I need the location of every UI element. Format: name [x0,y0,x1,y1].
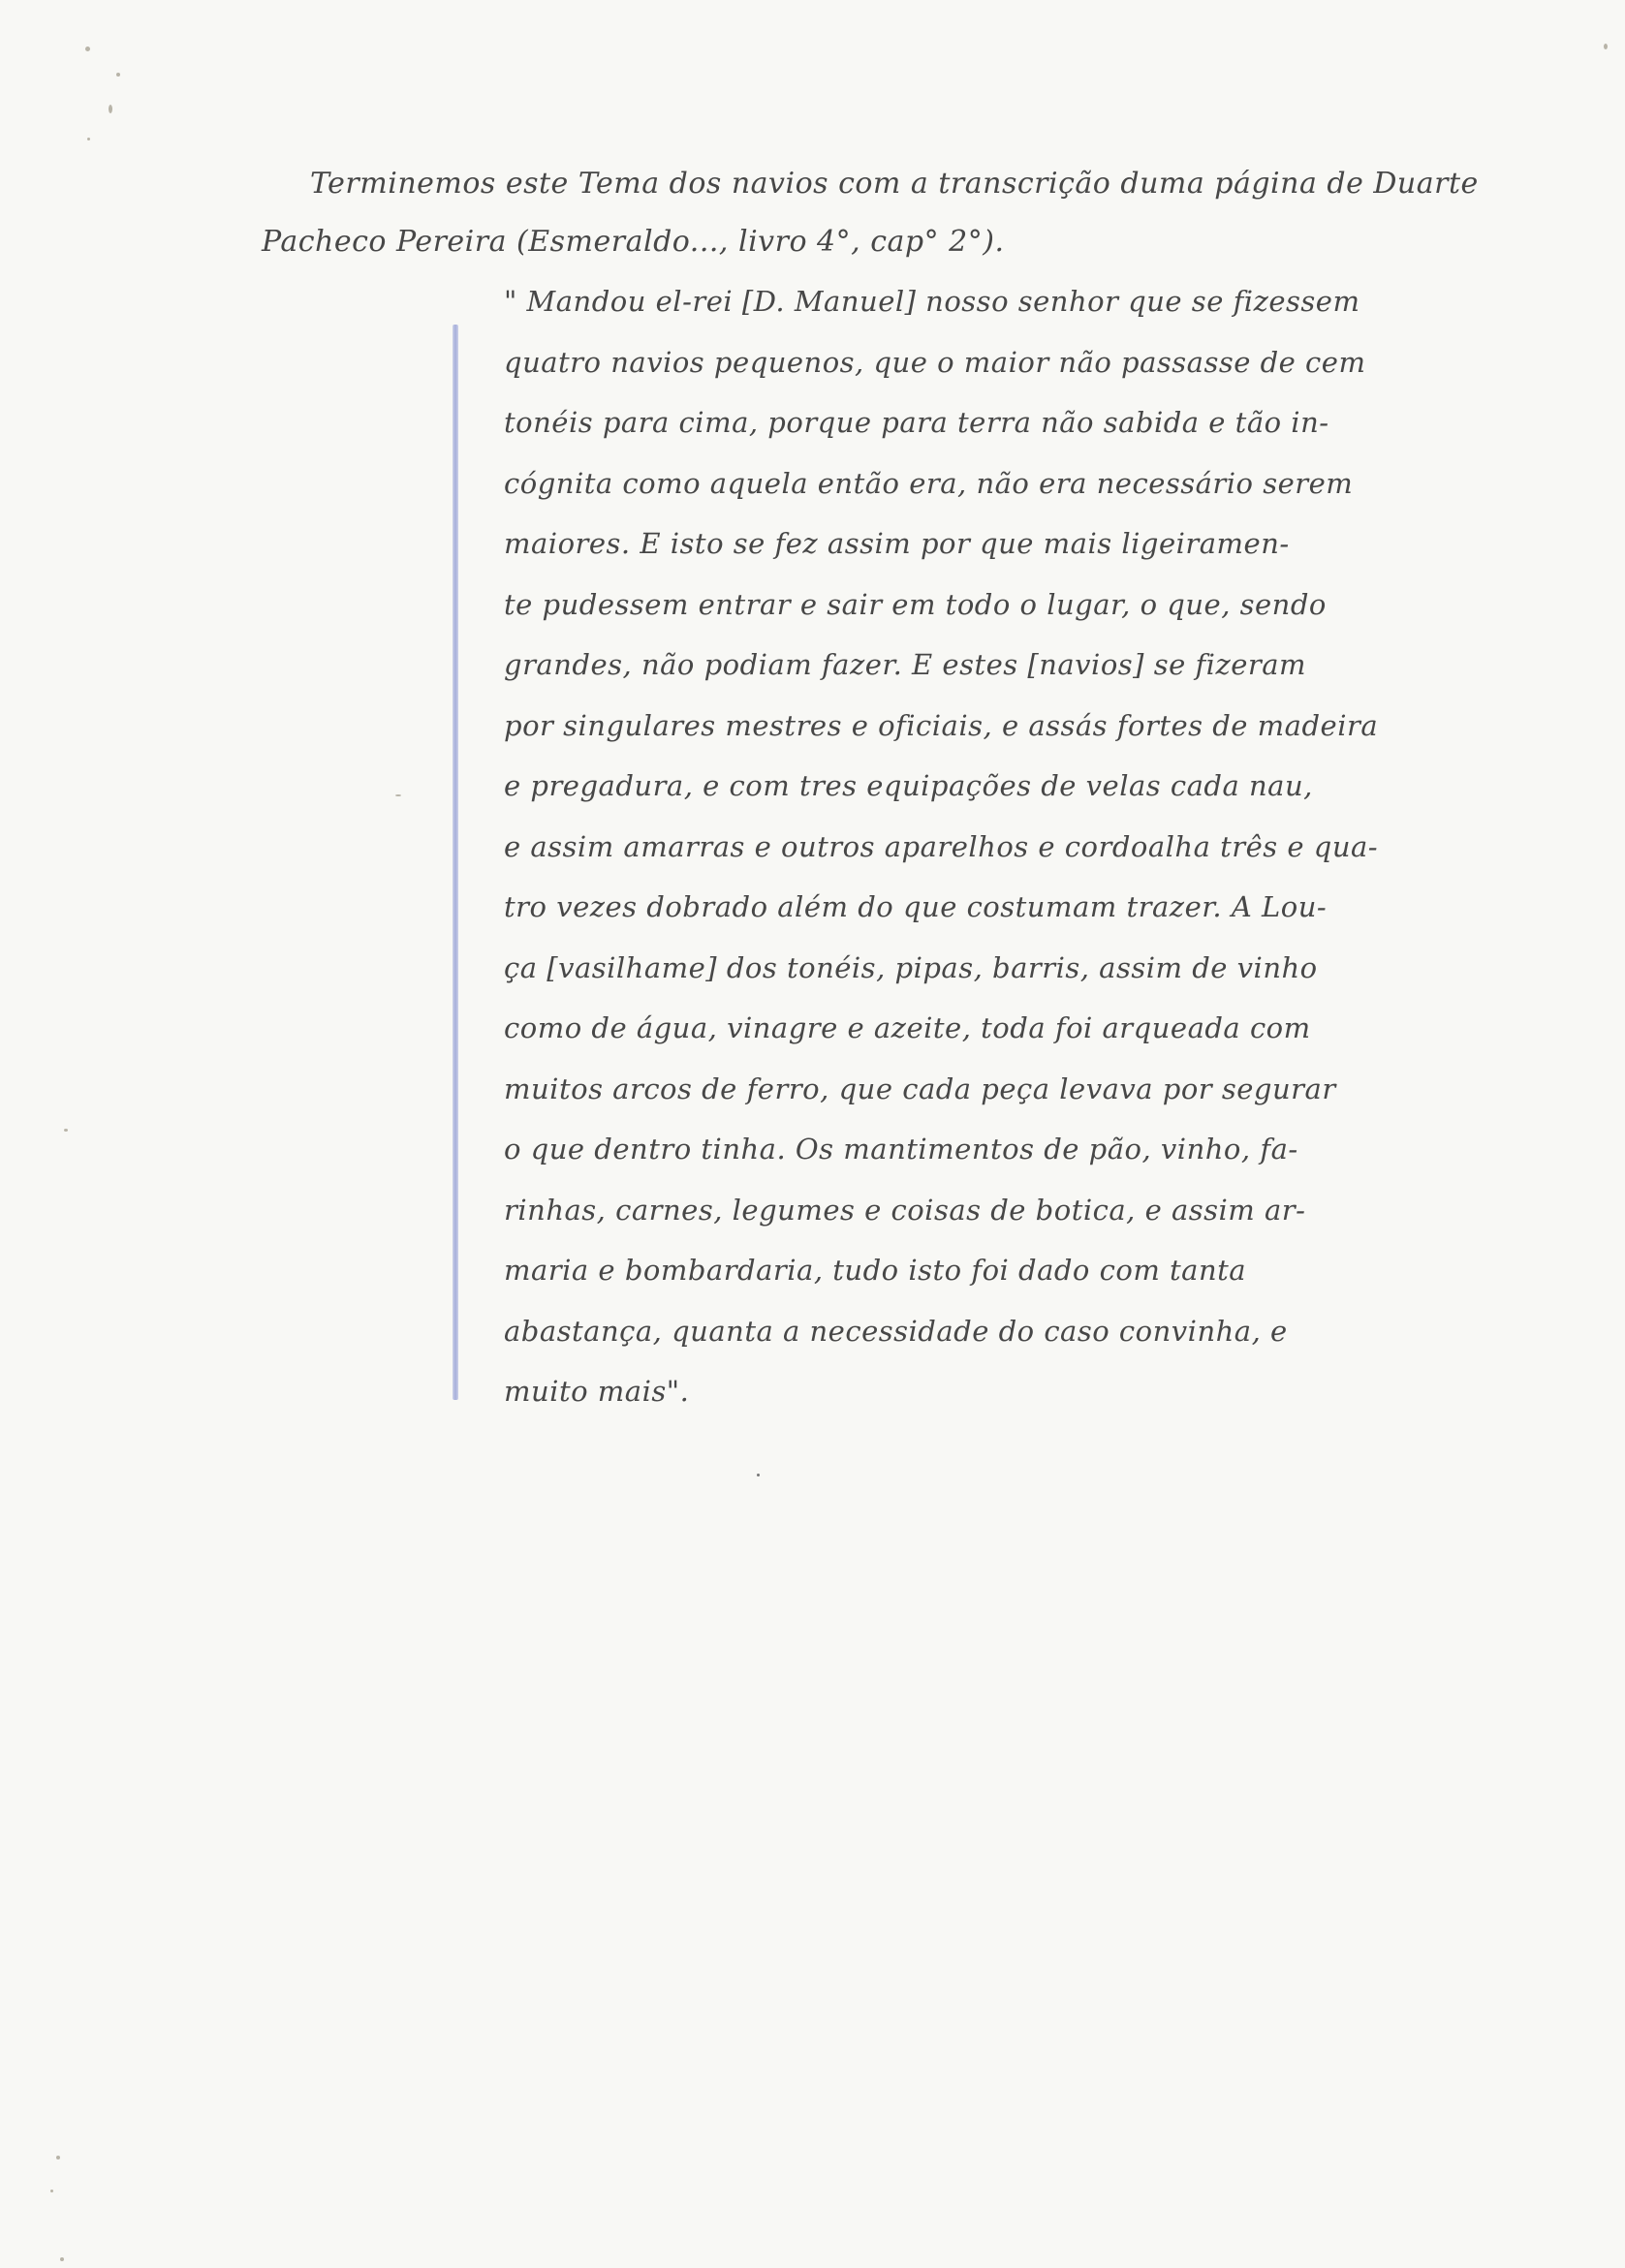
quoted-passage [504,271,1521,1422]
quote-line: o que dentro tinha. Os mantimentos de pão, vinho, fa- [504,1133,1298,1165]
paper-speck [64,1129,68,1132]
paper-speck [60,2257,64,2261]
stray-dot [757,1474,760,1476]
paper-speck [109,105,112,113]
intro-paragraph [262,155,1483,271]
paper-speck [85,47,90,51]
quote-line: maria e bombardaria, tudo isto foi dado com tanta [504,1254,1247,1287]
paper-speck [1604,44,1608,49]
paper-speck [395,794,401,796]
margin-mark [453,325,458,1400]
intro-line: Pacheco Pereira (Esmeraldo..., livro 4°, cap° 2°). [262,225,1005,259]
quote-line: ça [vasilhame] dos tonéis, pipas, barris, assim de vinho [504,950,1318,984]
intro-line: Terminemos este Tema dos navios com a transcrição duma página de Duarte [310,167,1479,201]
quote-line: e assim amarras e outros aparelhos e cordoalha três e qua- [504,829,1379,863]
quote-line: tro vezes dobrado além do que costumam trazer. A Lou- [504,890,1328,923]
quote-line: " Mandou el-rei [D. Manuel] nosso senhor que se fizessem [504,285,1360,318]
paper-speck [50,2190,53,2192]
quote-line: quatro navios pequenos, que o maior não passasse de cem [504,345,1366,379]
quote-line: rinhas, carnes, legumes e coisas de botica, e assim ar- [504,1193,1306,1227]
quote-line: como de água, vinagre e azeite, toda foi arqueada com [504,1011,1311,1044]
quote-line: muito mais". [504,1375,690,1408]
quote-line: muitos arcos de ferro, que cada peça levava por segurar [504,1072,1336,1105]
quote-line: maiores. E isto se fez assim por que mais ligeiramen- [504,527,1290,560]
paper-speck [116,73,120,77]
quote-line: e pregadura, e com tres equipações de velas cada nau, [504,769,1313,802]
quote-line: te pudessem entrar e sair em todo o lugar, o que, sendo [504,587,1327,621]
quote-line: tonéis para cima, porque para terra não sabida e tão in- [504,406,1329,439]
quote-line: grandes, não podiam fazer. E estes [navios] se fizeram [504,648,1307,681]
paper-speck [56,2156,60,2159]
quote-line: cógnita como aquela então era, não era necessário serem [504,466,1354,500]
paper-speck [87,138,90,140]
quote-line: abastança, quanta a necessidade do caso convinha, e [504,1314,1288,1348]
quote-line: por singulares mestres e oficiais, e assás fortes de madeira [504,708,1379,742]
